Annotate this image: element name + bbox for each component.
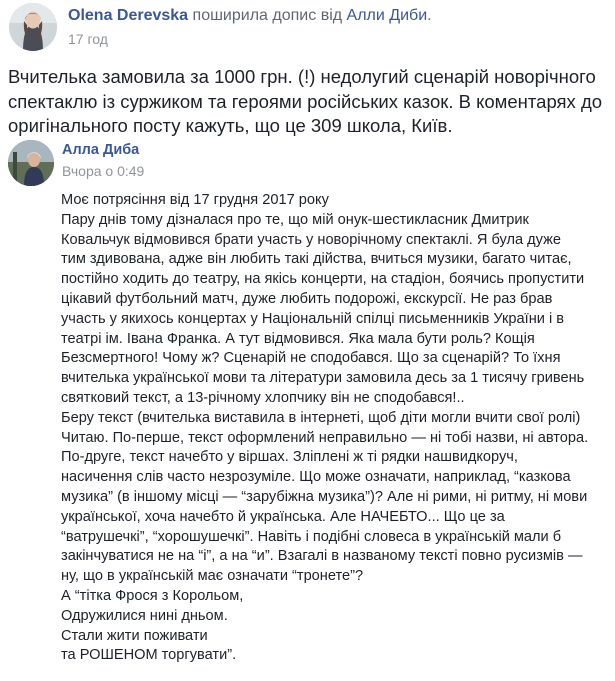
shared-post-timestamp[interactable]: Вчора о 0:49 bbox=[62, 163, 145, 179]
body-line: закінчуватися не на “і”, а на “и”. Взагалі в названому тексті повно русизмів — bbox=[61, 548, 583, 565]
header-period: . bbox=[427, 7, 432, 24]
body-line: святковий текст, а 13-річному хлопчику він не сподобався!.. bbox=[61, 389, 465, 406]
body-line: насичення слів часто незрозуміле. Що може означати, наприклад, “казкова bbox=[61, 469, 571, 486]
body-line: Пару днів тому дізналася про те, що мій онук-шестикласник Дмитрик bbox=[61, 211, 529, 228]
author-name-link[interactable]: Olena Derevska bbox=[68, 7, 189, 24]
post-text-line: спектаклю із суржиком та героями російських казок. В коментарях до bbox=[8, 90, 603, 112]
shared-post-body bbox=[61, 191, 613, 666]
shared-author-photo bbox=[8, 140, 54, 186]
author-avatar[interactable] bbox=[9, 3, 57, 51]
original-author-link[interactable]: Алли Диби bbox=[346, 7, 428, 24]
body-line: Безсмертного! Чому ж? Сценарій не сподобався. Що за сценарій? То їхня bbox=[61, 350, 561, 367]
body-line: української, хоча начебто й українська. Але НАЧЕБТО... Що це за bbox=[61, 508, 505, 525]
body-line: Читаю. По-перше, текст оформлений неправильно — ні тобі назви, ні автора. bbox=[61, 429, 589, 446]
body-line: музика” (в іншому місці — “зарубіжна музика”)? Але ні рими, ні ритму, ні мови bbox=[61, 488, 588, 505]
body-line: По-друге, текст начебто у віршах. Зліплені ж ті рядки нашвидкоруч, bbox=[61, 449, 518, 466]
body-line: цікавий футбольний матч, дуже любить подорожі, екскурсії. Не раз брав bbox=[61, 290, 553, 307]
shared-verb: поширила bbox=[192, 7, 268, 24]
author-photo bbox=[9, 3, 57, 51]
body-line: вчителька української мови та літератури замовила десь за 1 тисячу гривень bbox=[61, 370, 585, 387]
body-line: театрі ім. Івана Франка. А тут відмовився. Яка мала бути роль? Кощія bbox=[61, 330, 535, 347]
post-timestamp[interactable]: 17 год bbox=[68, 31, 108, 47]
post-text-line: Вчителька замовила за 1000 грн. (!) недолугий сценарій новорічного bbox=[8, 66, 596, 87]
shared-author-name-link[interactable]: Алла Диба bbox=[62, 142, 140, 158]
body-line: Моє потрясіння від 17 грудня 2017 року bbox=[61, 192, 329, 208]
post-header bbox=[68, 5, 432, 27]
post-text-line: оригінального посту кажуть, що це 309 школа, Київ. bbox=[8, 115, 453, 136]
post-link[interactable]: допис bbox=[272, 7, 317, 24]
body-line: постійно ходить до театру, на якісь концерти, на стадіон, боячись пропустити bbox=[61, 271, 585, 288]
body-line: Ковальчук відмовився брати участь у новорічному спектаклі. Я була дуже bbox=[61, 231, 562, 248]
body-line: тим здивована, адже він любить такі дійства, вчиться музики, багато читає, bbox=[61, 251, 572, 268]
body-line: ну, що в українській має означати “тронете”? bbox=[61, 568, 364, 585]
body-line: Беру текст (вчителька виставила в інтернеті, щоб діти могли вчити свої ролі) bbox=[61, 409, 581, 426]
shared-author-avatar[interactable] bbox=[8, 140, 54, 186]
body-line: та РОШЕНОМ торгувати”. bbox=[61, 647, 237, 664]
post-text bbox=[8, 65, 608, 139]
body-line: участь у якихось концертах у Національній спілці письменників України і в bbox=[61, 310, 565, 327]
body-line: Одружилися нині дньом. bbox=[61, 607, 228, 624]
body-line: “ватрушечкі”, “хорошушечкі”. Навіть і подібні словеса в українській мали б bbox=[61, 528, 562, 545]
body-line: Стали жити поживати bbox=[61, 627, 208, 644]
body-line: А “тітка Фрося з Корольом, bbox=[61, 587, 244, 604]
from-word: від bbox=[320, 7, 343, 24]
